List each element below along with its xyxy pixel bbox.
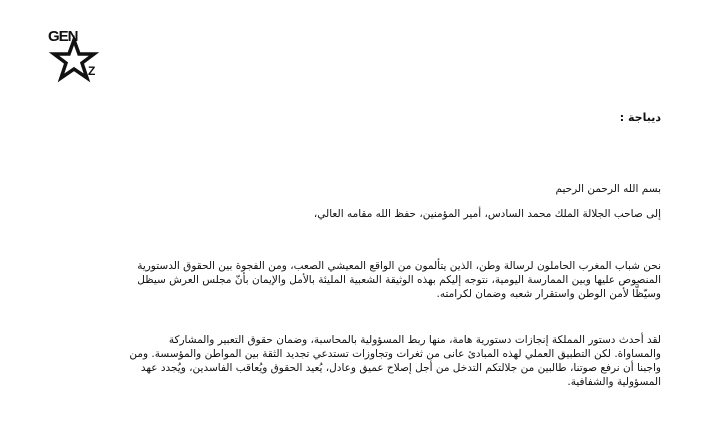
page-heading: ديباجة :	[619, 111, 661, 124]
logo-letter: Z	[88, 64, 96, 78]
paragraph-line: لقد أحدث دستور المملكة إنجازات دستورية هامة، منها ربط المسؤولية بالمحاسبة، وضمان حقوق التعبير والمشاركة	[168, 334, 661, 346]
paragraph-line: المسؤولية والشفافية.	[567, 376, 661, 388]
paragraph-line: المنصوص عليها وبين الممارسة اليومية، نتوجه إليكم بهذه الوثيقة الشعبية المليئة بالأمل والإيمان بأنّ مجلس العرش سيظل	[137, 274, 661, 286]
paragraph-line: واجبنا أن نرفع صوتنا، طالبين من جلالتكم التدخل من أجل إصلاح عميق وعادل، يُعيد الحقوق ويُعاقب الفاسدين، ويُجدد عهد	[140, 362, 661, 374]
basmala-line: بسم الله الرحمن الرحيم	[555, 183, 661, 195]
paragraph-line: وسيّظَّا لأمن الوطن واستقرار شعبه وضمان لكرامته.	[436, 288, 661, 300]
paragraph-line: والمساواة. لكن التطبيق العملي لهذه المبادئ عانى من ثغرات وتجاوزات تستدعي تجديد الثقة بين المواطن والمؤسسة. ومن	[129, 348, 661, 360]
logo-text: GEN	[48, 28, 78, 45]
paragraph-1	[46, 259, 661, 301]
salutation-line: إلى صاحب الجلالة الملك محمد السادس، أمير المؤمنين، حفظ الله مقامه العالي،	[313, 208, 661, 220]
genz-logo	[44, 28, 104, 84]
paragraph-2	[46, 333, 661, 389]
paragraph-line: نحن شباب المغرب الحاملون لرسالة وطن، الذين يتألمون من الواقع المعيشي الصعب، ومن الفجوة بين الحقوق الدستورية	[137, 260, 661, 272]
